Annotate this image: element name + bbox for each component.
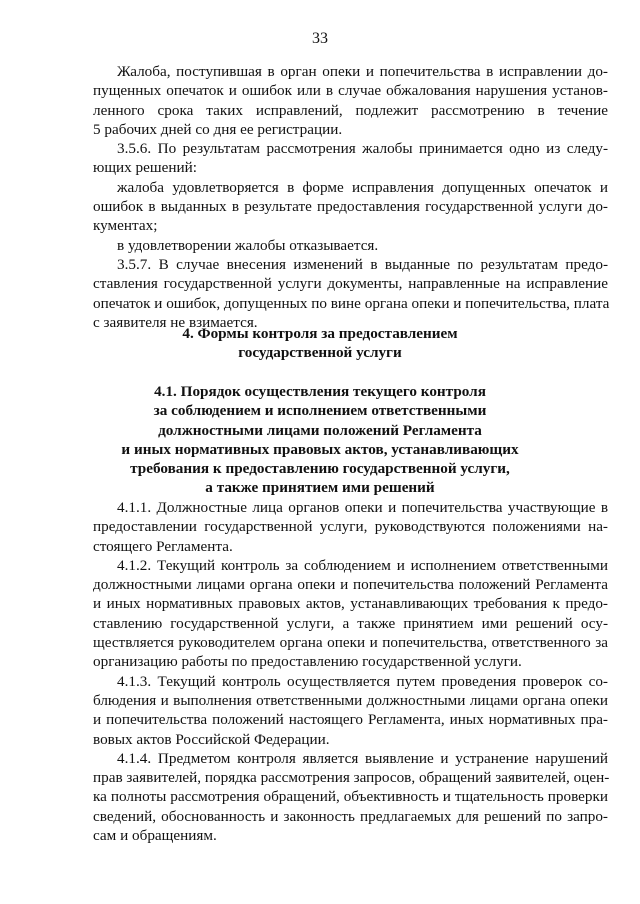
paragraphs-section-3-5	[93, 62, 608, 332]
heading-line: требования к предоставлению государственной услуги,	[130, 460, 510, 478]
text-line: организацию работы по предоставлению государственной услуги.	[93, 653, 522, 671]
text-line: ющих решений:	[93, 159, 197, 177]
text-line: 4.1.2. Текущий контроль за соблюдением и исполнением ответственными	[117, 556, 608, 574]
heading-line: 4. Формы контроля за предоставлением	[182, 325, 458, 342]
heading-line: должностными лицами положений Регламента	[158, 421, 482, 439]
paragraphs-section-4-1	[93, 498, 608, 845]
text-line: жалоба удовлетворяется в форме исправления допущенных опечаток и	[117, 178, 608, 196]
text-line: 4.1.3. Текущий контроль осуществляется путем проведения проверок со-	[117, 672, 608, 690]
text-line: должностными лицами органа опеки и попечительства положений Регламента	[93, 576, 608, 594]
text-line: предоставлении государственной услуги, руководствуются положениями на-	[93, 518, 608, 536]
text-line: 3.5.7. В случае внесения изменений в выданные по результатам предо-	[117, 255, 608, 273]
text-line: ленного срока таких исправлений, подлежит рассмотрению в течение	[93, 101, 608, 119]
text-line: 3.5.6. По результатам рассмотрения жалобы принимается одно из следу-	[117, 140, 608, 158]
text-line: прав заявителей, порядка рассмотрения запросов, обращений заявителей, оцен-	[93, 769, 610, 787]
text-line: 4.1.1. Должностные лица органов опеки и попечительства участвующие в	[117, 499, 608, 516]
heading-line: 4.1. Порядок осуществления текущего контроля	[154, 383, 486, 400]
text-line: ставлению государственной услуги, а также принятием ими решений осу-	[93, 614, 608, 632]
text-line: ставления государственной услуги документы, направленные на исправление	[93, 275, 608, 293]
heading-line: за соблюдением и исполнением ответственными	[153, 402, 487, 420]
section-4-1-heading	[0, 382, 640, 498]
text-line: кументах;	[93, 217, 158, 235]
heading-line: и иных нормативных правовых актов, устанавливающих	[121, 440, 519, 458]
heading-line: а также принятием ими решений	[205, 479, 435, 497]
text-line: Жалоба, поступившая в орган опеки и попечительства в исправлении до-	[117, 63, 608, 80]
section-4-heading	[0, 324, 640, 363]
text-line: сведений, обоснованность и законность предлагаемых для решений по запро-	[93, 807, 608, 825]
text-line: 4.1.4. Предметом контроля является выявление и устранение нарушений	[117, 749, 608, 767]
text-line: опечаток и ошибок, допущенных по вине органа опеки и попечительства, плата	[93, 294, 610, 312]
text-line: и иных нормативных правовых актов, устанавливающих требования к предо-	[93, 595, 608, 613]
text-line: стоящего Регламента.	[93, 537, 233, 555]
text-line: блюдения и выполнения ответственными должностными лицами органа опеки	[93, 691, 608, 709]
text-line: 5 рабочих дней со дня ее регистрации.	[93, 120, 343, 138]
text-line: ошибок в выданных в результате предоставления государственной услуги до-	[93, 198, 608, 216]
text-line: в удовлетворении жалобы отказывается.	[117, 236, 379, 254]
page-number: 33	[312, 30, 328, 47]
text-line: вовых актов Российской Федерации.	[93, 730, 330, 748]
heading-line: государственной услуги	[238, 344, 402, 362]
text-line: и попечительства положений настоящего Регламента, иных нормативных пра-	[93, 711, 608, 729]
text-line: сам и обращениям.	[93, 827, 217, 845]
text-line: ка полноты рассмотрения обращений, объективность и тщательность проверки	[93, 788, 608, 806]
text-line: ществляется руководителем органа опеки и попечительства, ответственного за	[93, 634, 608, 652]
text-line: с заявителя не взимается.	[93, 313, 258, 331]
text-line: пущенных опечаток и ошибок или в случае обжалования нарушения установ-	[93, 82, 608, 100]
